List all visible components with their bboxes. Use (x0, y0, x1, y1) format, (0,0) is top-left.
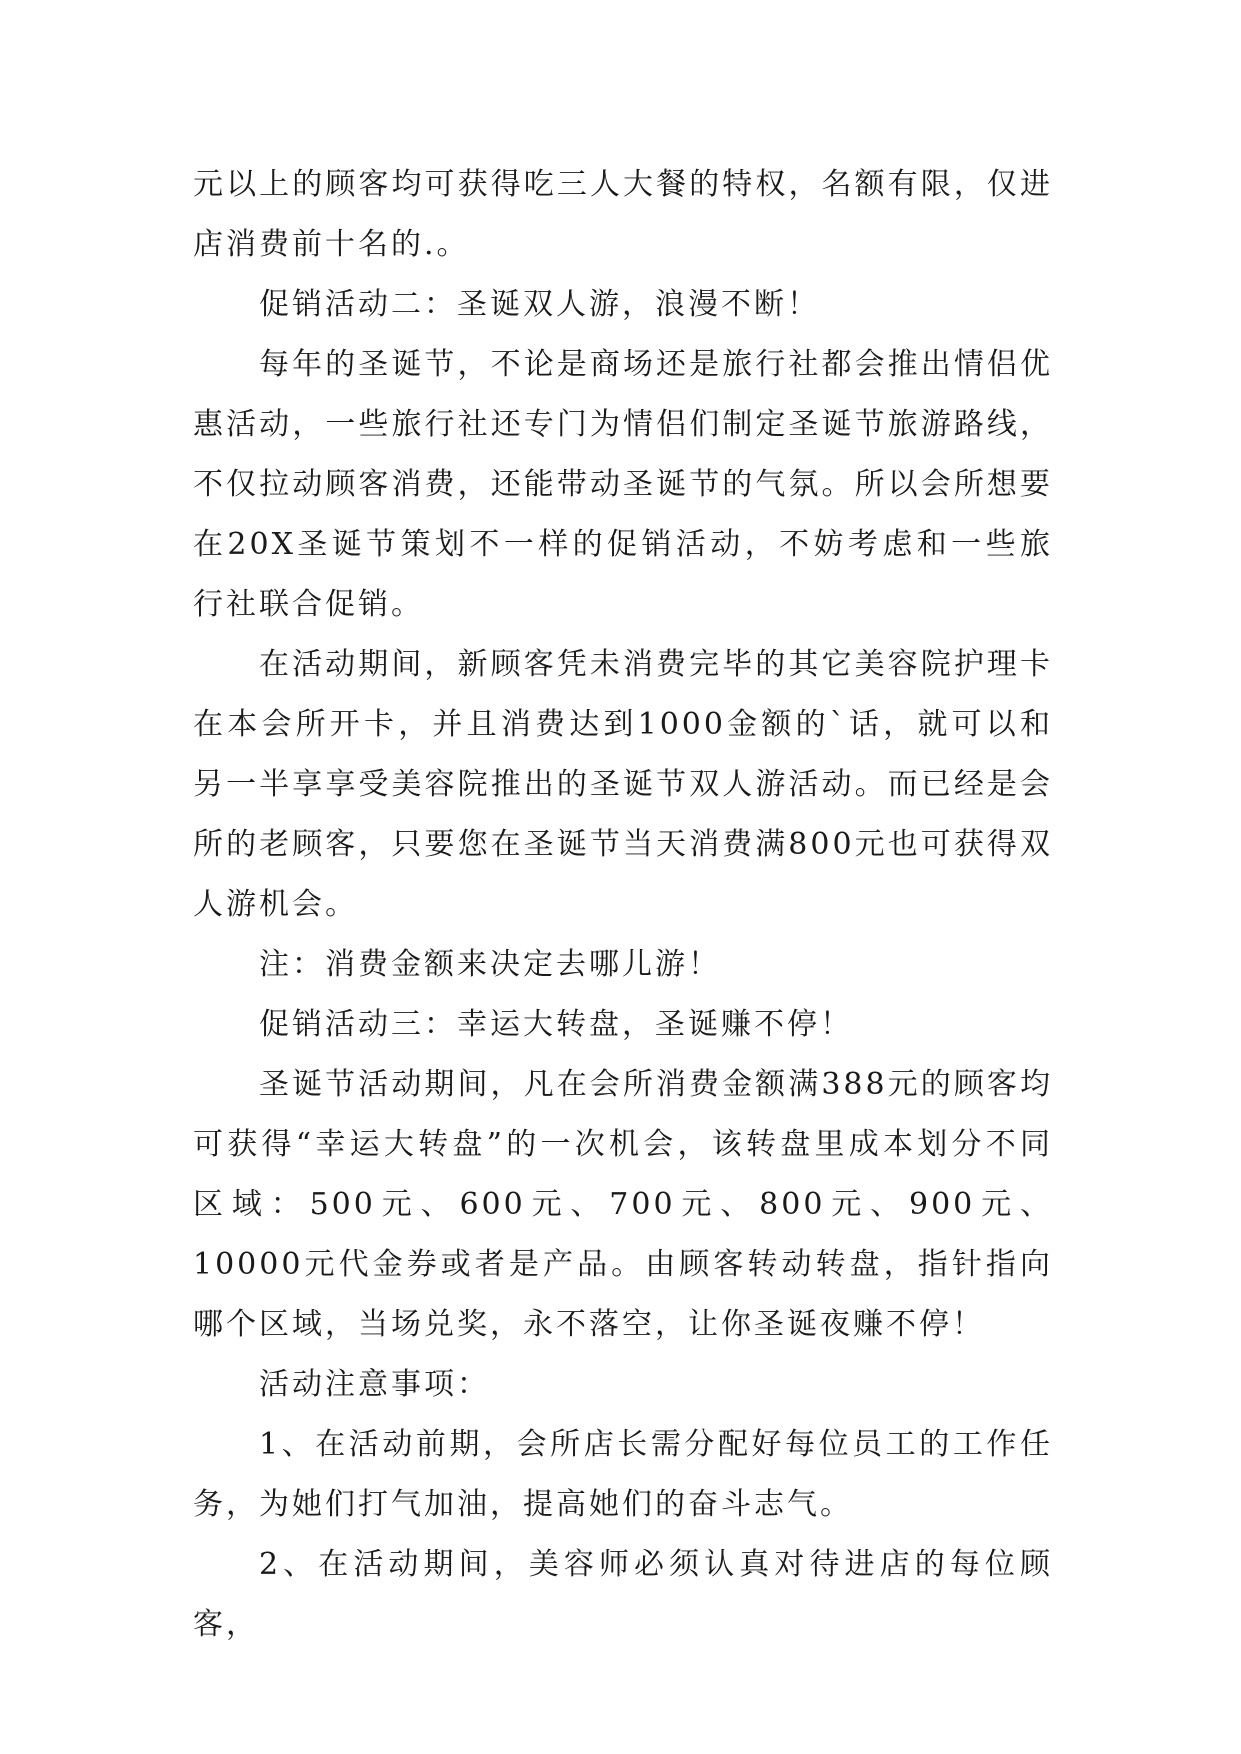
paragraph: 圣诞节活动期间，凡在会所消费金额满388元的顾客均可获得“幸运大转盘”的一次机会，该转盘里成本划分不同区域：500元、600元、700元、800元、900元、10000元代金券或者是产品。由顾客转动转盘，指针指向哪个区域，当场兑奖，永不落空，让你圣诞夜赚不停！ (193, 1067, 1053, 1342)
section-heading: 活动注意事项： (259, 1367, 490, 1402)
list-item: 1、在活动前期，会所店长需分配好每位员工的工作任务，为她们打气加油，提高她们的奋斗志气。 (193, 1427, 1053, 1522)
paragraph: 每年的圣诞节，不论是商场还是旅行社都会推出情侣优惠活动，一些旅行社还专门为情侣们制定圣诞节旅游路线，不仅拉动顾客消费，还能带动圣诞节的气氛。所以会所想要在20X圣诞节策划不一样的促销活动，不妨考虑和一些旅行社联合促销。 (193, 347, 1053, 622)
section-heading: 促销活动二：圣诞双人游，浪漫不断！ (259, 287, 820, 322)
document-body (193, 155, 1053, 1655)
section-heading: 促销活动三：幸运大转盘，圣诞赚不停！ (259, 1007, 853, 1042)
paragraph: 在活动期间，新顾客凭未消费完毕的其它美容院护理卡在本会所开卡，并且消费达到1000金额的`话，就可以和另一半享享受美容院推出的圣诞节双人游活动。而已经是会所的老顾客，只要您在圣诞节当天消费满800元也可获得双人游机会。 (193, 647, 1053, 922)
list-item: 2、在活动期间，美容师必须认真对待进店的每位顾客， (193, 1547, 1053, 1642)
note: 注：消费金额来决定去哪儿游！ (259, 947, 721, 982)
paragraph: 元以上的顾客均可获得吃三人大餐的特权，名额有限，仅进店消费前十名的.。 (193, 167, 1053, 262)
